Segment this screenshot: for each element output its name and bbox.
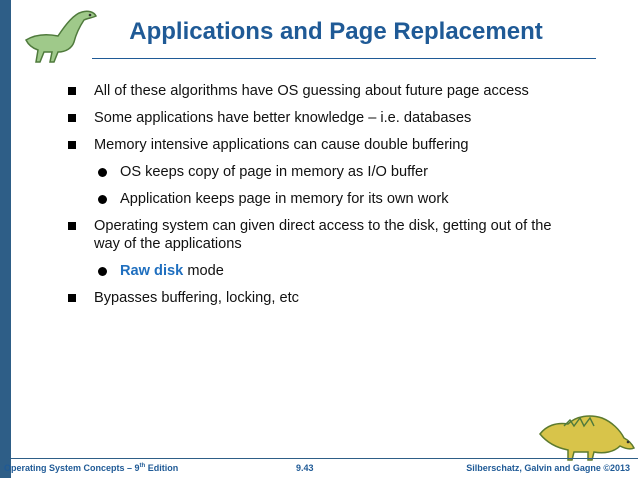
square-bullet-icon <box>68 294 76 302</box>
bullet-item <box>68 109 568 127</box>
bullet-item <box>68 136 568 154</box>
sub-bullet-item <box>68 163 568 181</box>
square-bullet-icon <box>68 87 76 95</box>
slide-title: Applications and Page Replacement <box>129 18 543 45</box>
page-number: 9.43 <box>296 463 314 473</box>
footer-book-title <box>4 463 178 473</box>
bullet-text: mode <box>183 263 224 279</box>
square-bullet-icon <box>68 114 76 122</box>
bullet-text: OS keeps copy of page in memory as I/O buffer <box>120 164 428 180</box>
bullet-text: Some applications have better knowledge – i.e. databases <box>94 110 472 126</box>
footer-book-prefix: Operating System Concepts – 9 <box>4 463 140 473</box>
footer-book-suffix: Edition <box>145 463 179 473</box>
footer-copyright: Silberschatz, Galvin and Gagne ©2013 <box>466 463 630 473</box>
square-bullet-icon <box>68 141 76 149</box>
footer-divider <box>0 458 638 459</box>
bullet-text: Application keeps page in memory for its own work <box>120 191 449 207</box>
bullet-list <box>68 82 568 316</box>
bullet-item <box>68 289 568 307</box>
sub-bullet-item <box>68 262 568 280</box>
sub-bullet-item <box>68 190 568 208</box>
square-bullet-icon <box>68 222 76 230</box>
bullet-item <box>68 82 568 100</box>
bullet-text: Operating system can given direct access to the disk, getting out of the way of the applications <box>94 218 552 252</box>
round-bullet-icon <box>98 195 107 204</box>
dinosaur-icon <box>534 404 638 462</box>
dinosaur-icon <box>18 4 102 64</box>
bullet-text: Bypasses buffering, locking, etc <box>94 290 299 306</box>
bullet-text: All of these algorithms have OS guessing about future page access <box>94 83 529 99</box>
bullet-item <box>68 217 568 253</box>
footer-book-sup: th <box>139 463 146 469</box>
left-accent-bar <box>0 0 11 478</box>
title-divider <box>92 58 596 59</box>
bullet-text: Memory intensive applications can cause double buffering <box>94 137 469 153</box>
round-bullet-icon <box>98 267 107 276</box>
highlighted-term: Raw disk <box>120 263 184 279</box>
round-bullet-icon <box>98 168 107 177</box>
